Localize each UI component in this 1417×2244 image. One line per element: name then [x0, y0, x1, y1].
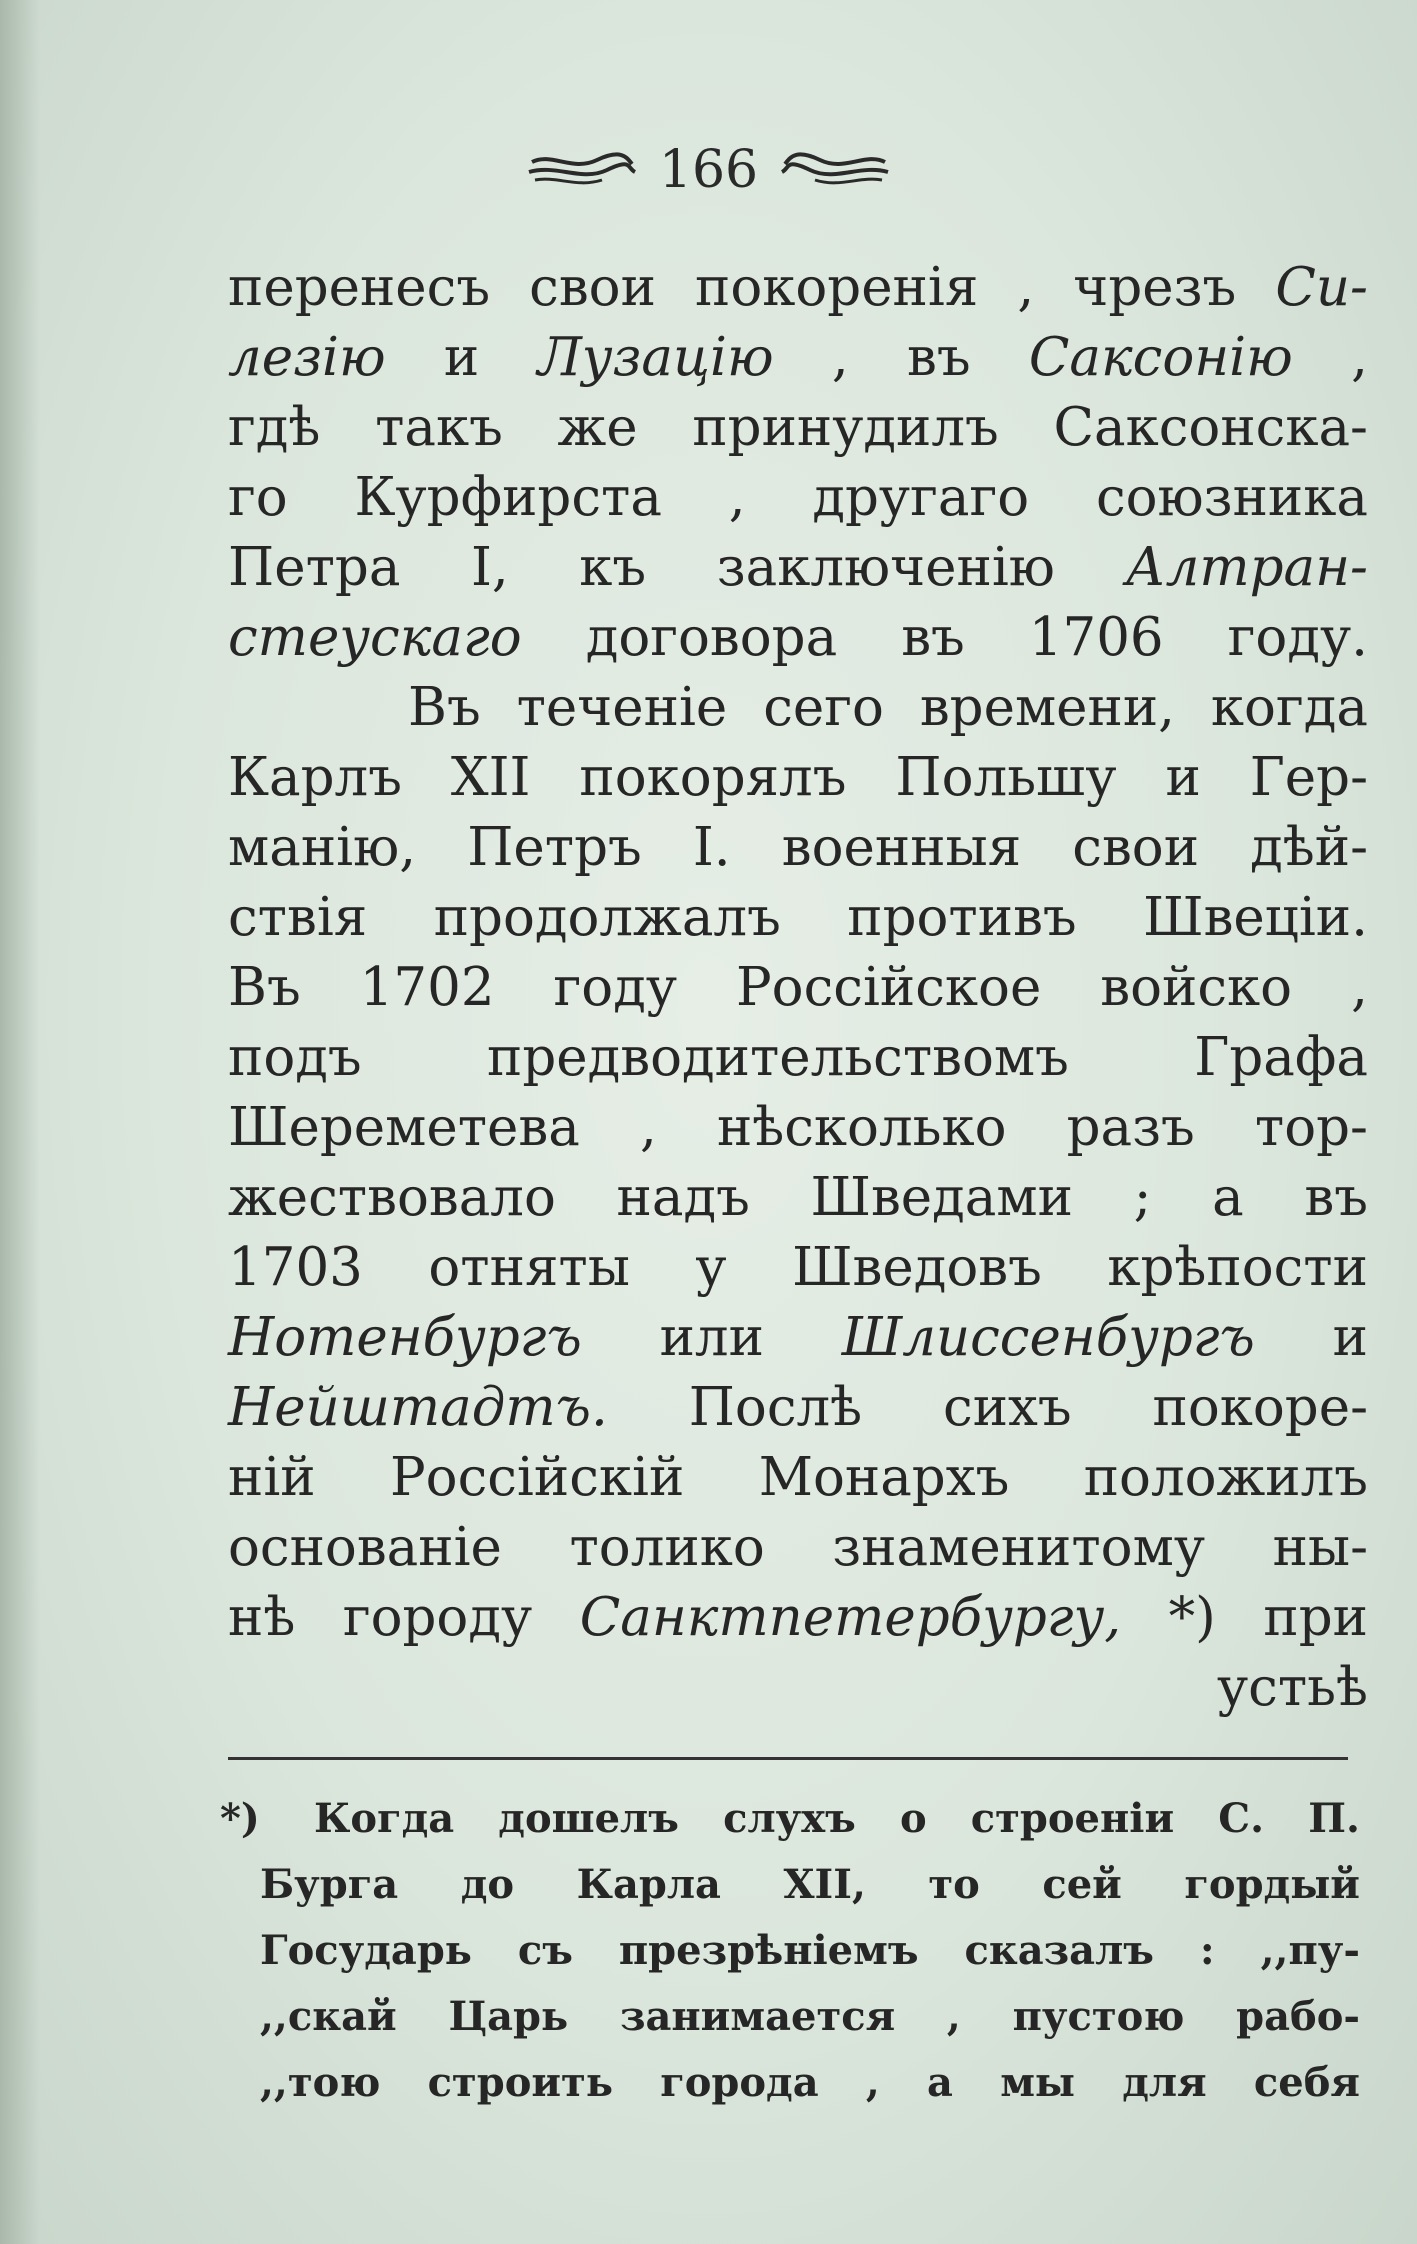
word: себя	[1253, 2059, 1360, 2106]
word: толико	[569, 1517, 765, 1578]
left-ornament-icon	[527, 150, 637, 190]
word: 1703	[228, 1237, 363, 1298]
word: Саксонію	[1028, 327, 1293, 388]
word: ны-	[1272, 1517, 1368, 1578]
word: покоренія	[695, 257, 979, 318]
word: основаніе	[228, 1517, 502, 1578]
page-binding-shadow	[0, 0, 40, 2244]
word: и	[443, 327, 480, 388]
word: дѣй-	[1250, 817, 1368, 878]
text-line	[228, 883, 1368, 953]
footnote-line	[220, 1852, 1360, 1918]
word: I.	[692, 817, 731, 878]
word: мы	[1000, 2059, 1076, 2106]
word: и	[1332, 1307, 1368, 1368]
word: пустою	[1012, 1993, 1185, 2040]
word: презрѣніемъ	[618, 1927, 919, 1974]
word: союзника	[1095, 467, 1368, 528]
text-line	[228, 533, 1368, 603]
word: а	[927, 2059, 953, 2106]
word: Гер-	[1249, 747, 1368, 808]
word: тор-	[1254, 1097, 1368, 1158]
word: XII,	[783, 1861, 866, 1908]
word: строеніи	[970, 1795, 1175, 1842]
word: XII	[450, 747, 531, 808]
word: сей	[1042, 1861, 1122, 1908]
word: Послѣ	[688, 1377, 863, 1438]
word: договора	[585, 607, 838, 668]
word: Шведами	[810, 1167, 1073, 1228]
word: Графа	[1194, 1027, 1368, 1088]
word: надъ	[616, 1167, 750, 1228]
word: въ	[901, 607, 965, 668]
word: въ	[1304, 1167, 1368, 1228]
footnote-divider	[228, 1757, 1348, 1760]
word: ,	[865, 2059, 880, 2106]
word: Саксонска-	[1053, 397, 1368, 458]
word: сказалъ	[964, 1927, 1154, 1974]
word: жествовало	[228, 1167, 556, 1228]
word: *)	[1168, 1587, 1216, 1648]
word: же	[557, 397, 638, 458]
word: П.	[1308, 1795, 1360, 1842]
footnote-mark: *)	[220, 1795, 260, 1842]
word: манію,	[228, 817, 417, 878]
text-line	[228, 1023, 1368, 1093]
word: до	[460, 1861, 515, 1908]
word: ,,скай	[260, 1993, 397, 2040]
text-line	[228, 1653, 1368, 1723]
word: Алтран-	[1125, 537, 1368, 598]
word: I,	[470, 537, 509, 598]
word: гордый	[1184, 1861, 1360, 1908]
text-line	[228, 1233, 1368, 1303]
word: или	[659, 1307, 764, 1368]
word: Швеціи.	[1143, 887, 1368, 948]
text-line	[228, 1093, 1368, 1163]
page-number: 166	[658, 140, 759, 200]
word: Россійское	[736, 957, 1042, 1018]
word: о	[899, 1795, 927, 1842]
word: войско	[1100, 957, 1293, 1018]
word: покоре-	[1152, 1377, 1368, 1438]
word: ,	[946, 1993, 961, 2040]
word: для	[1122, 2059, 1207, 2106]
word: въ	[907, 327, 971, 388]
word: строить	[427, 2059, 613, 2106]
word: знаменитому	[832, 1517, 1206, 1578]
word: положилъ	[1083, 1447, 1368, 1508]
text-line	[228, 1513, 1368, 1583]
text-line	[228, 1163, 1368, 1233]
word: Въ	[408, 677, 481, 738]
word: такъ	[375, 397, 503, 458]
word: и	[1165, 747, 1201, 808]
word: занимается	[619, 1993, 896, 2040]
word: Карлъ	[228, 747, 402, 808]
word: ,	[831, 327, 849, 388]
word: году	[553, 957, 678, 1018]
word: Когда	[313, 1795, 455, 1842]
word: ,,пу-	[1260, 1927, 1360, 1974]
main-text	[228, 253, 1368, 1723]
word: лезію	[228, 327, 386, 388]
word: другаго	[812, 467, 1030, 528]
text-line	[228, 1443, 1368, 1513]
word: ствія	[228, 887, 368, 948]
word: стеускаго	[228, 607, 522, 668]
word: Шереметева	[228, 1097, 580, 1158]
word: го	[228, 467, 288, 528]
word: Курфирста	[354, 467, 662, 528]
text-line	[228, 1303, 1368, 1373]
word: году.	[1227, 607, 1368, 668]
word: подъ	[228, 1027, 362, 1088]
word: города	[660, 2059, 819, 2106]
word: :	[1199, 1927, 1215, 1974]
footnote-line	[220, 1786, 1360, 1852]
word: городу	[342, 1587, 533, 1648]
word: Царь	[448, 1993, 569, 2040]
word: Шлиссенбургъ	[841, 1307, 1255, 1368]
word: ,,тою	[260, 2059, 381, 2106]
page-header	[0, 130, 1417, 210]
word: гдѣ	[228, 397, 321, 458]
word: покорялъ	[579, 747, 847, 808]
word: сихъ	[943, 1377, 1072, 1438]
word: Россійскій	[390, 1447, 685, 1508]
footnote-line	[220, 1918, 1360, 1984]
word: Санктпетербургу,	[579, 1587, 1122, 1648]
word: Петра	[228, 537, 401, 598]
word: свои	[529, 257, 656, 318]
word: устьѣ	[1216, 1657, 1368, 1718]
footnote	[220, 1786, 1360, 2116]
word: при	[1263, 1587, 1368, 1648]
word: нѣсколько	[716, 1097, 1007, 1158]
word: свои	[1072, 817, 1200, 878]
text-line	[228, 1583, 1368, 1653]
word: къ	[579, 537, 647, 598]
text-line	[228, 463, 1368, 533]
word: принудилъ	[692, 397, 999, 458]
word: нѣ	[228, 1587, 296, 1648]
word: противъ	[847, 887, 1077, 948]
footnote-line	[220, 1984, 1360, 2050]
word: перенесъ	[228, 257, 491, 318]
word: Монархъ	[758, 1447, 1010, 1508]
word: чрезъ	[1073, 257, 1237, 318]
text-line	[228, 253, 1368, 323]
word: Си-	[1275, 257, 1368, 318]
word: когда	[1210, 677, 1368, 738]
word: 1706	[1028, 607, 1164, 668]
word: заключенію	[716, 537, 1055, 598]
word: Въ	[228, 957, 301, 1018]
text-line	[228, 743, 1368, 813]
word: отняты	[428, 1237, 630, 1298]
word: Шведовъ	[792, 1237, 1042, 1298]
word: крѣпости	[1107, 1237, 1368, 1298]
word: Нотенбургъ	[228, 1307, 582, 1368]
word: Бурга	[260, 1861, 399, 1908]
word: ,	[728, 467, 746, 528]
word: ;	[1133, 1167, 1152, 1228]
word: теченіе	[516, 677, 728, 738]
text-line	[228, 323, 1368, 393]
right-ornament-icon	[780, 150, 890, 190]
word: слухъ	[723, 1795, 856, 1842]
word: Польшу	[895, 747, 1117, 808]
word: Государь	[260, 1927, 472, 1974]
word: дошелъ	[498, 1795, 679, 1842]
word: у	[695, 1237, 727, 1298]
text-line	[228, 673, 1368, 743]
word: Карла	[576, 1861, 721, 1908]
word: ,	[1351, 327, 1368, 388]
word: то	[928, 1861, 980, 1908]
text-line	[228, 813, 1368, 883]
word: разъ	[1066, 1097, 1195, 1158]
word: Нейштадтъ.	[228, 1377, 608, 1438]
word: времени,	[919, 677, 1176, 738]
text-line	[228, 953, 1368, 1023]
word: сего	[763, 677, 884, 738]
word: С.	[1218, 1795, 1265, 1842]
word: Петръ	[467, 817, 642, 878]
text-line	[228, 393, 1368, 463]
word: ній	[228, 1447, 316, 1508]
word: рабо-	[1236, 1993, 1360, 2040]
word: предводительствомъ	[487, 1027, 1069, 1088]
word: ,	[1017, 257, 1035, 318]
text-line	[228, 603, 1368, 673]
word: продолжалъ	[433, 887, 781, 948]
word: 1702	[359, 957, 495, 1018]
word: ,	[1351, 957, 1368, 1018]
word: а	[1212, 1167, 1244, 1228]
word: съ	[517, 1927, 573, 1974]
footnote-line	[220, 2050, 1360, 2116]
word: военныя	[781, 817, 1022, 878]
word: ,	[639, 1097, 657, 1158]
word: Лузацію	[537, 327, 774, 388]
text-line	[228, 1373, 1368, 1443]
